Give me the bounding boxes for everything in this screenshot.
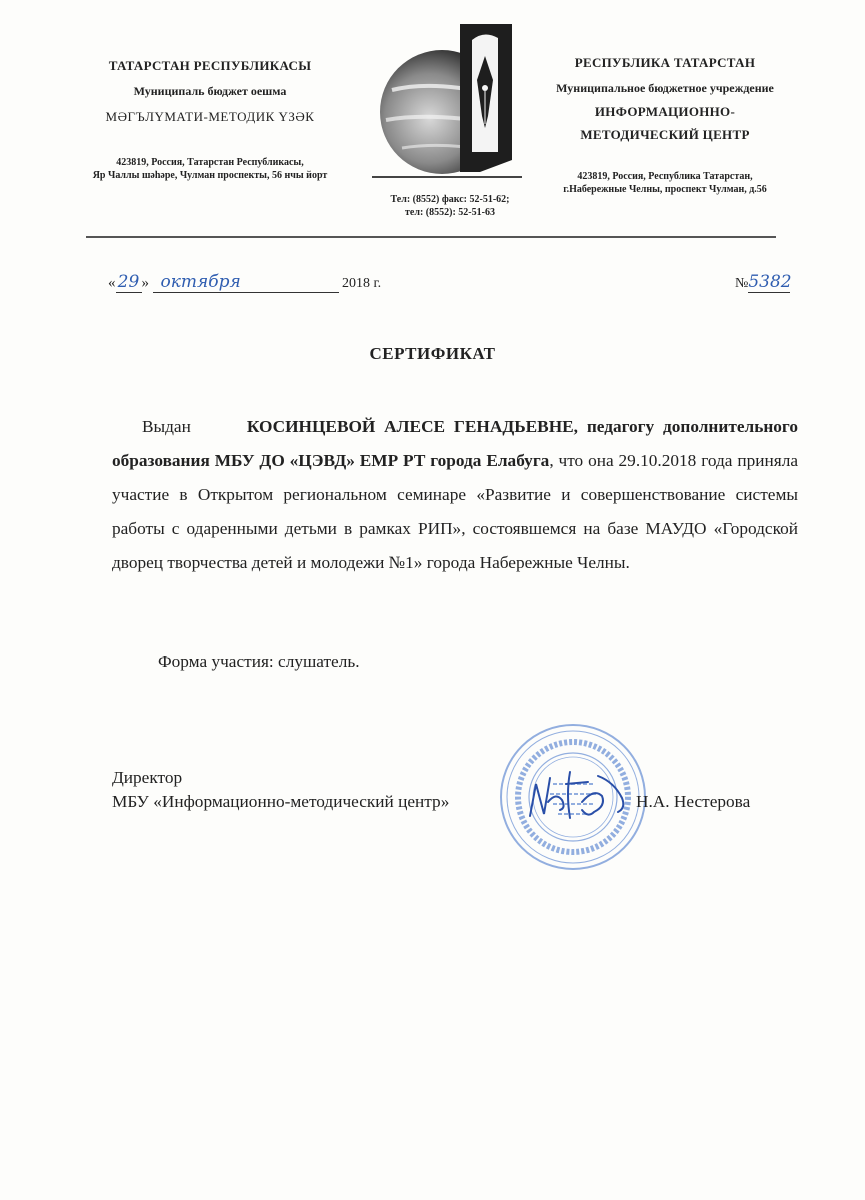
document-number	[735, 272, 790, 293]
signatory-title: Директор	[112, 768, 183, 787]
left-republic: ТАТАРСТАН РЕСПУБЛИКАСЫ	[108, 58, 312, 73]
date-day: 29	[116, 272, 142, 293]
document-title: СЕРТИФИКАТ	[369, 344, 496, 363]
logo-underline	[372, 176, 522, 178]
certificate-body: Выдан КОСИНЦЕВОЙ АЛЕСЕ ГЕНАДЬЕВНЕ, педагогу дополнительного образования МБУ ДО «ЦЭВД» ЕМР РТ города Елабуга, что она 29.10.2018 года приняла участие в Открытом региональном семинаре «Развитие и совершенствование системы работы с одаренными детьми в рамках РИП», состоявшемся на базе МАУДО «Городской дворец творчества детей и молодежи №1» города Набережные Челны.	[112, 417, 798, 572]
contacts-block	[370, 194, 530, 219]
left-org-type: Муниципаль бюджет оешма	[133, 84, 287, 98]
issued-label: Выдан	[142, 417, 191, 436]
header-divider	[86, 236, 776, 238]
quote-close: »	[141, 275, 149, 291]
participation-form: Форма участия: слушатель.	[158, 652, 360, 671]
left-address-line-2: Яр Чаллы шәһәре, Чулман проспекты, 56 нчы йорт	[92, 170, 328, 181]
contacts-line-2: тел: (8552): 52-51-63	[405, 206, 495, 218]
signatory-name: Н.А. Нестерова	[636, 792, 751, 811]
right-republic: РЕСПУБЛИКА ТАТАРСТАН	[574, 55, 756, 70]
right-org-name-2: МЕТОДИЧЕСКИЙ ЦЕНТР	[580, 127, 750, 142]
imc-logo-icon	[372, 20, 522, 178]
recipient: КОСИНЦЕВОЙ АЛЕСЕ ГЕНАДЬЕВНЕ, педагогу дополнительного образования МБУ ДО «ЦЭВД» ЕМР РТ города Елабуга	[112, 417, 798, 470]
left-org-name: МӘГЪЛҮМАТИ-МЕТОДИК ҮЗӘК	[105, 109, 315, 124]
number-label: №	[735, 276, 749, 291]
header-left-tatar	[60, 58, 360, 181]
right-org-type: Муниципальное бюджетное учреждение	[556, 81, 774, 95]
number-value: 5382	[748, 272, 792, 292]
contacts-line-1: Тел: (8552) факс: 52-51-62;	[390, 194, 510, 205]
right-org-name-1: ИНФОРМАЦИОННО-	[594, 104, 736, 119]
right-address-line-1: 423819, Россия, Республика Татарстан,	[577, 171, 753, 182]
body-text: что она 29.10.2018 года приняла участие в Открытом региональном семинаре «Развитие и совершенствование системы работы с одаренными детьми в рамках РИП», состоявшемся на базе МАУДО «Городской дворец творчества детей и молодежи №1» города Набережные Челны.	[112, 451, 798, 572]
signatory-org: МБУ «Информационно-методический центр»	[112, 792, 450, 811]
date-year: 2018 г.	[342, 276, 382, 291]
right-address-line-2: г.Набережные Челны, проспект Чулман, д.56	[563, 184, 767, 195]
header-right-russian	[530, 55, 800, 195]
date-month: октября	[153, 272, 339, 293]
left-address-line-1: 423819, Россия, Татарстан Республикасы,	[116, 157, 304, 168]
date-line	[108, 272, 381, 293]
director-signature-icon	[522, 762, 632, 830]
quote-open: «	[108, 275, 116, 291]
